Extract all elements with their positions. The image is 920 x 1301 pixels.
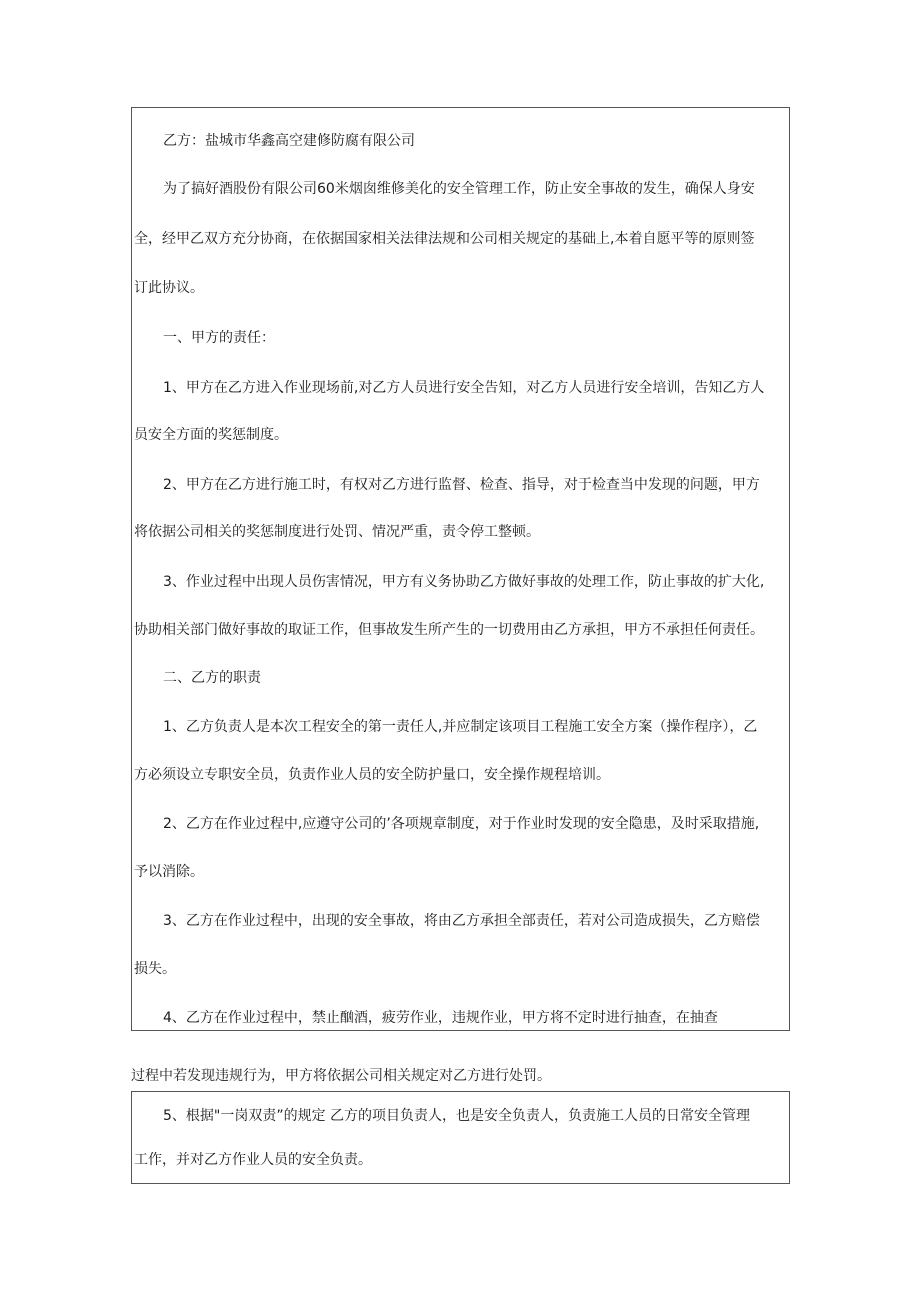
s2-item-4-line-1: 4、乙方在作业过程中，禁止酗酒，疲劳作业，违规作业，甲方将不定时进行抽查，在抽查 bbox=[163, 1010, 718, 1026]
s2-item-1-line-2: 方必须设立专职安全员，负责作业人员的安全防护量口，安全操作规程培训。 bbox=[134, 767, 610, 783]
s1-item-3-line-2: 协助相关部门做好事故的取证工作，但事故发生所产生的一切费用由乙方承担，甲方不承担任何责任。 bbox=[134, 622, 764, 638]
s2-item-2-line-2: 予以消除。 bbox=[134, 864, 204, 880]
section-1-title: 一、甲方的责任： bbox=[163, 330, 275, 346]
s2-item-3-line-2: 损失。 bbox=[134, 961, 176, 977]
intro-line-1: 为了搞好酒股份有限公司60米烟囱维修美化的安全管理工作，防止安全事故的发生，确保人身安 bbox=[163, 181, 755, 197]
intro-line-2: 全，经甲乙双方充分协商，在依据国家相关法律法规和公司相关规定的基础上,本着自愿平等的原则签 bbox=[134, 231, 755, 247]
s1-item-1-line-1: 1、甲方在乙方进入作业现场前,对乙方人员进行安全告知，对乙方人员进行安全培训，告知乙方人 bbox=[163, 380, 765, 396]
s1-item-2-line-2: 将依据公司相关的奖惩制度进行处罚、情况严重，责令停工整顿。 bbox=[134, 524, 540, 540]
s2-item-5-line-2: 工作，并对乙方作业人员的安全负责。 bbox=[134, 1152, 372, 1168]
s1-item-2-line-1: 2、甲方在乙方进行施工时，有权对乙方进行监督、检查、指导，对于检查当中发现的问题，甲方 bbox=[163, 477, 760, 493]
agreement-section-box bbox=[131, 107, 790, 1031]
s1-item-3-line-1: 3、作业过程中出现人员伤害情况，甲方有义务协助乙方做好事故的处理工作，防止事故的扩大化, bbox=[163, 574, 765, 590]
s2-item-2-line-1: 2、乙方在作业过程中,应遵守公司的’各项规章制度，对于作业时发现的安全隐患，及时采取措施, bbox=[163, 816, 760, 832]
s2-item-3-line-1: 3、乙方在作业过程中，出现的安全事故，将由乙方承担全部责任，若对公司造成损失，乙方赔偿 bbox=[163, 913, 760, 929]
intro-line-3: 订此协议。 bbox=[134, 280, 204, 296]
s1-item-1-line-2: 员安全方面的奖惩制度。 bbox=[134, 427, 288, 443]
s2-item-5-line-1: 5、根据"一岗双责”的规定 乙方的项目负责人，也是安全负责人，负责施工人员的日常安全管理 bbox=[163, 1108, 751, 1124]
party-b-line: 乙方：盐城市华鑫高空建修防腐有限公司 bbox=[163, 133, 415, 149]
agreement-section-box-2 bbox=[131, 1091, 790, 1184]
section-2-title: 二、乙方的职责 bbox=[163, 670, 261, 686]
s2-item-1-line-1: 1、乙方负责人是本次工程安全的第一责任人,并应制定该项目工程施工安全方案（操作程序），乙 bbox=[163, 719, 758, 735]
continuation-text: 过程中若发现违规行为，甲方将依据公司相关规定对乙方进行处罚。 bbox=[131, 1068, 551, 1084]
